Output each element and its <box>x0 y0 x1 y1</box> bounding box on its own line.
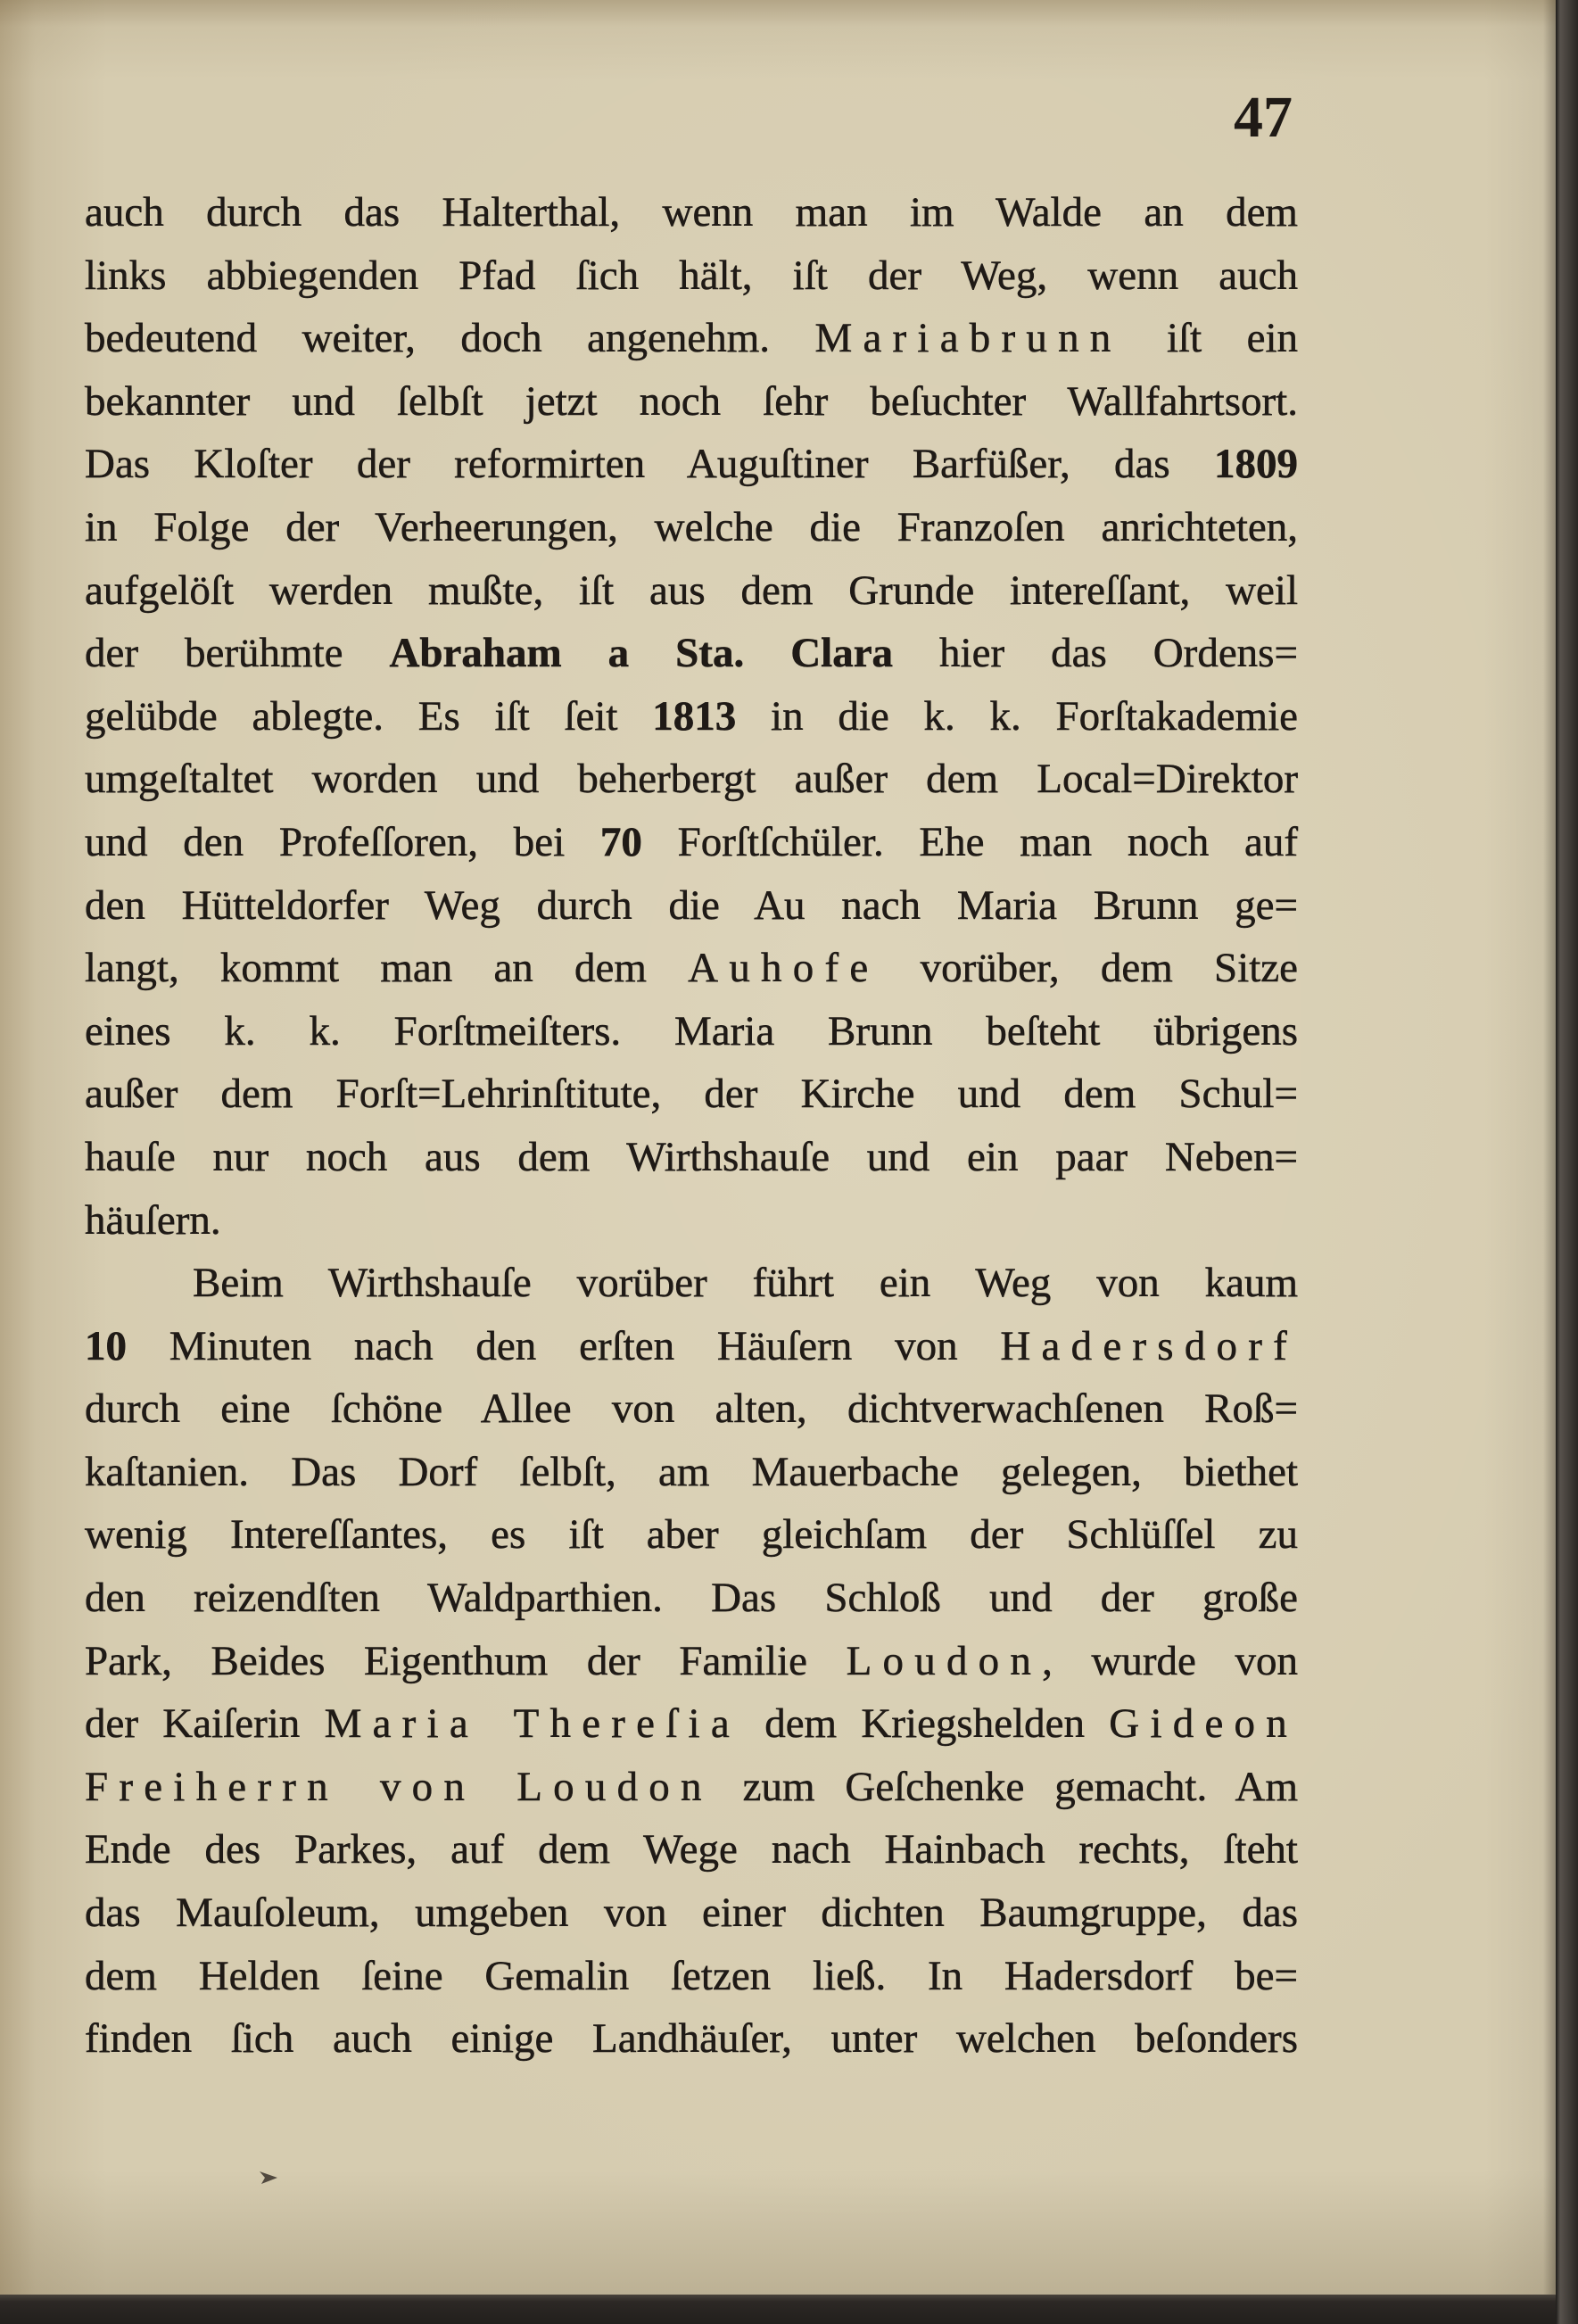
text-line <box>85 559 1298 623</box>
text-run: Forſtſchüler. Ehe man noch auf <box>641 818 1298 865</box>
text-run: gelübde ablegte. Es iſt ſeit <box>85 692 653 740</box>
text-run: den Hütteldorfer Weg durch die Au nach Maria Brunn ge= <box>85 881 1298 929</box>
text-line <box>85 181 1298 244</box>
text-run: wenig Intereſſantes, es iſt aber gleichſam der Schlüſſel zu <box>85 1511 1298 1559</box>
antiqua-text: 10 <box>85 1322 127 1369</box>
text-run: das Mauſoleum, umgeben von einer dichten Baumgruppe, das <box>85 1890 1298 1937</box>
antiqua-text: 1813 <box>652 692 737 740</box>
antiqua-text: Abraham a Sta. Clara <box>389 630 894 677</box>
letterspaced-text: Auhofe <box>688 945 880 992</box>
text-line <box>85 496 1298 559</box>
text-line <box>85 937 1298 1000</box>
text-run: der Kaiſerin <box>85 1700 325 1748</box>
body-text <box>85 181 1298 2071</box>
text-run: langt, kommt man an dem <box>85 945 689 992</box>
text-line <box>85 811 1298 874</box>
text-run: umgeſtaltet worden und beherbergt außer dem Local=Direktor <box>85 756 1298 803</box>
letterspaced-text: Loudon <box>846 1637 1043 1684</box>
text-line <box>85 1692 1298 1756</box>
text-line <box>85 1945 1298 2008</box>
text-line <box>85 1063 1298 1126</box>
text-run: aufgelöſt werden mußte, iſt aus dem Grunde intereſſant, weil <box>85 567 1298 614</box>
text-line <box>85 1756 1298 1819</box>
text-line <box>85 307 1298 370</box>
text-run: vorüber, dem Sitze <box>879 945 1298 992</box>
text-line <box>85 1818 1298 1882</box>
letterspaced-text: Hadersdorf <box>1000 1322 1298 1369</box>
text-run: Minuten nach den erſten Häuſern von <box>127 1322 1001 1369</box>
text-run: iſt ein <box>1121 315 1298 362</box>
page-edge-right <box>1556 0 1578 2324</box>
text-line <box>85 1126 1298 1189</box>
text-run: auch durch das Halterthal, wenn man im Walde an dem <box>85 189 1298 236</box>
text-line <box>85 2007 1298 2071</box>
text-run: links abbiegenden Pfad ſich hält, iſt der Weg, wenn auch <box>85 252 1298 299</box>
text-line <box>85 1567 1298 1630</box>
letterspaced-text: Maria Thereſia <box>324 1700 740 1748</box>
text-run: in die k. k. Forſtakademie <box>736 692 1298 740</box>
paragraph <box>85 181 1298 1252</box>
text-run: den reizendſten Waldparthien. Das Schloß und der große <box>85 1575 1298 1622</box>
text-run: bedeutend weiter, doch angenehm. <box>85 315 815 362</box>
text-run: Ende des Parkes, auf dem Wege nach Hainbach rechts, ſteht <box>85 1826 1298 1873</box>
text-run: häuſern. <box>85 1196 221 1244</box>
text-line <box>85 1630 1298 1693</box>
text-run: Park, Beides Eigenthum der Familie <box>85 1637 847 1684</box>
text-line <box>85 1252 1298 1315</box>
text-run: und den Profeſſoren, bei <box>85 818 600 865</box>
page-edge-bottom <box>0 2295 1556 2324</box>
antiqua-text: 70 <box>599 818 642 865</box>
text-run: eines k. k. Forſtmeiſters. Maria Brunn beſteht übrigens <box>85 1007 1298 1054</box>
text-line <box>85 874 1298 938</box>
text-line <box>85 1882 1298 1945</box>
page-number: 47 <box>1234 85 1293 150</box>
text-line <box>85 370 1298 434</box>
text-run: dem Kriegshelden <box>739 1700 1110 1748</box>
paragraph <box>85 1252 1298 2071</box>
antiqua-text: 1809 <box>1214 441 1298 488</box>
text-line <box>85 1503 1298 1567</box>
text-line <box>85 1441 1298 1504</box>
text-line <box>85 244 1298 308</box>
text-line <box>85 685 1298 748</box>
ink-speck <box>259 2170 278 2186</box>
text-run: kaſtanien. Das Dorf ſelbſt, am Mauerbache gelegen, biethet <box>85 1448 1298 1495</box>
text-line <box>85 1000 1298 1063</box>
text-run: zum Geſchenke gemacht. Am <box>712 1763 1298 1810</box>
text-line <box>85 748 1298 811</box>
text-line <box>85 622 1298 685</box>
letterspaced-text: Freiherrn von Loudon <box>85 1763 713 1810</box>
text-line <box>85 1315 1298 1378</box>
text-run: dem Helden ſeine Gemalin ſetzen ließ. In Hadersdorf be= <box>85 1952 1298 1999</box>
text-run: hier das Ordens= <box>893 630 1298 677</box>
text-run: , wurde von <box>1042 1637 1298 1684</box>
text-run: außer dem Forſt=Lehrinſtitute, der Kirche und dem Schul= <box>85 1071 1298 1118</box>
text-run: Das Kloſter der reformirten Auguſtiner Barfüßer, das <box>85 441 1214 488</box>
text-line <box>85 1189 1298 1253</box>
text-run: durch eine ſchöne Allee von alten, dichtverwachſenen Roß= <box>85 1385 1298 1433</box>
text-line <box>85 433 1298 496</box>
text-run: bekannter und ſelbſt jetzt noch ſehr beſuchter Wallfahrtsort. <box>85 377 1298 425</box>
text-line <box>85 1377 1298 1441</box>
text-run: der berühmte <box>85 630 390 677</box>
text-run: Beim Wirthshauſe vorüber führt ein Weg von kaum <box>193 1260 1298 1307</box>
letterspaced-text: Gideon <box>1109 1700 1298 1748</box>
text-run: in Folge der Verheerungen, welche die Franzoſen anrichteten, <box>85 503 1298 550</box>
text-run: hauſe nur noch aus dem Wirthshauſe und ein paar Neben= <box>85 1133 1298 1180</box>
letterspaced-text: Mariabrunn <box>814 315 1122 362</box>
text-run: finden ſich auch einige Landhäuſer, unter welchen beſonders <box>85 2015 1298 2063</box>
